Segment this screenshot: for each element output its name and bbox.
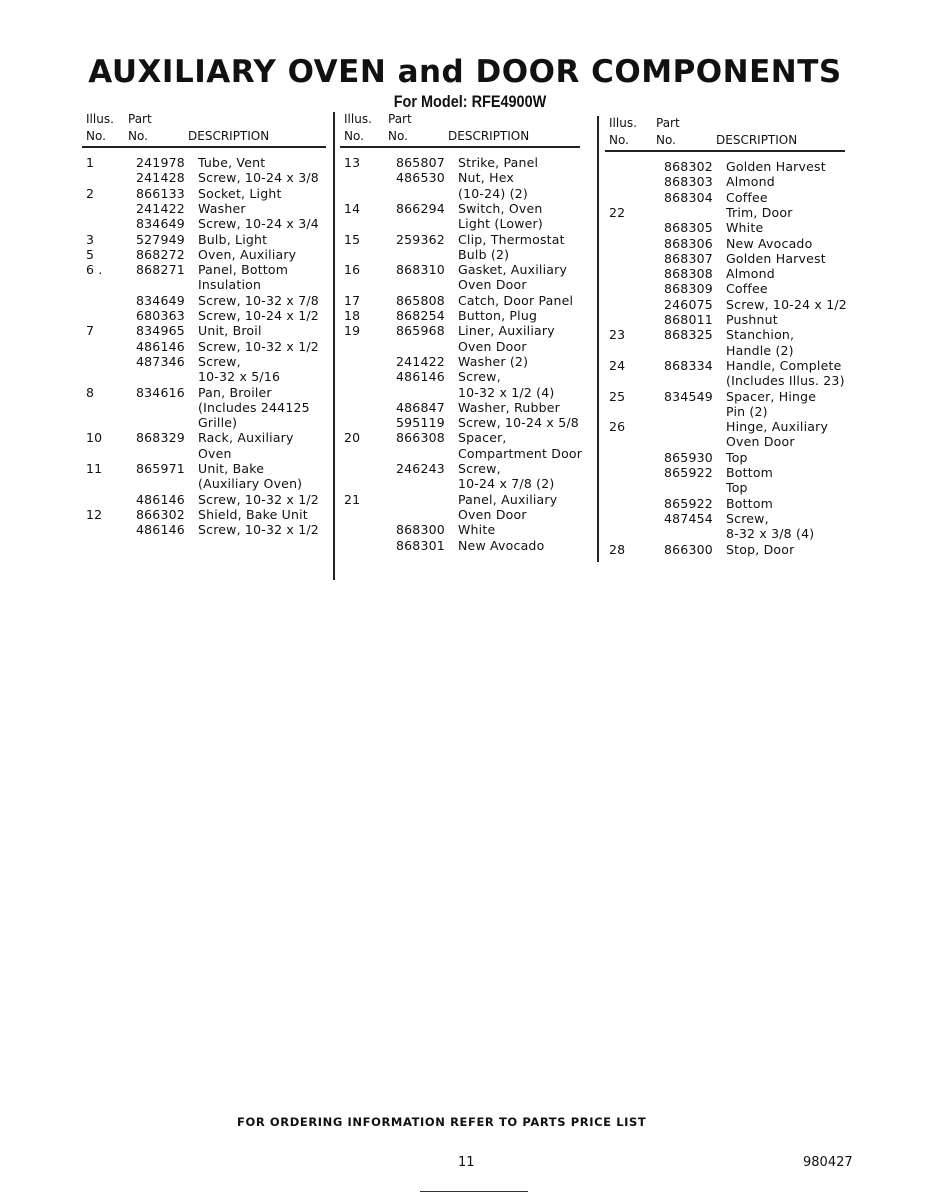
part-number: 486146 <box>396 369 445 385</box>
illus-number: 13 <box>344 155 361 170</box>
header-illus: Illus. <box>344 112 372 126</box>
part-description: Screw, <box>726 510 769 526</box>
part-description: Screw, 10-32 x 1/2 <box>198 338 319 354</box>
header-rule <box>340 146 580 148</box>
part-number: 866302 <box>136 506 185 522</box>
part-description: Stop, Door <box>726 541 795 557</box>
part-description: Screw, 10-32 x 7/8 <box>198 292 319 308</box>
model-subtitle: For Model: RFE4900W <box>393 92 547 111</box>
part-description: Almond <box>726 266 775 282</box>
part-description: Golden Harvest <box>726 159 826 174</box>
part-number: 868302 <box>664 159 713 174</box>
part-number: 486530 <box>396 170 445 186</box>
part-number: 868271 <box>136 262 185 278</box>
part-description: Hinge, Auxiliary <box>726 419 829 435</box>
part-number: 486146 <box>136 338 185 354</box>
part-number: 868309 <box>664 281 713 297</box>
part-number: 834649 <box>136 216 185 232</box>
part-number: 865808 <box>396 292 445 308</box>
part-number: 868272 <box>136 246 185 262</box>
illus-number: 7 <box>86 323 95 339</box>
part-description: Handle (2) <box>726 342 794 358</box>
part-number: 868307 <box>664 250 713 266</box>
part-description: Shield, Bake Unit <box>198 506 308 522</box>
part-description: Light (Lower) <box>458 216 543 232</box>
part-number: 868310 <box>396 262 445 278</box>
document-number: 980427 <box>803 1155 853 1170</box>
part-description: Coffee <box>726 189 768 205</box>
part-description: Oven Door <box>458 506 527 522</box>
part-description: Panel, Auxiliary <box>458 491 558 507</box>
part-number: 246075 <box>664 296 713 312</box>
part-number: 868011 <box>664 312 713 327</box>
illus-number: 17 <box>344 292 361 308</box>
part-number: 868301 <box>396 537 445 553</box>
part-number: 834616 <box>136 384 185 400</box>
illus-number: 5 <box>86 246 95 262</box>
illus-number: 12 <box>86 506 103 522</box>
part-description: Washer <box>198 200 246 216</box>
part-description: Button, Plug <box>458 308 538 323</box>
illus-number: 19 <box>344 323 361 339</box>
header-description: DESCRIPTION <box>716 133 798 147</box>
header-illus: Illus. <box>86 112 114 126</box>
part-number: 865922 <box>664 465 713 480</box>
part-description: (Includes Illus. 23) <box>726 373 845 389</box>
part-description: Tube, Vent <box>198 155 266 170</box>
header-illus-no: No. <box>86 129 106 143</box>
part-description: Screw, <box>458 369 501 385</box>
part-description: Screw, <box>458 461 501 476</box>
part-description: Handle, Complete <box>726 357 842 373</box>
header-part-no: No. <box>128 129 148 143</box>
page-title: AUXILIARY OVEN and DOOR COMPONENTS <box>88 54 842 90</box>
part-description: Unit, Bake <box>198 461 265 476</box>
part-description: Switch, Oven <box>458 200 543 216</box>
part-number: 241422 <box>396 353 445 369</box>
part-number: 486146 <box>136 491 185 507</box>
part-number: 259362 <box>396 231 445 247</box>
header-rule <box>605 150 845 152</box>
part-number: 866308 <box>396 430 445 446</box>
part-number: 865922 <box>664 495 713 511</box>
part-description: (Includes 244125 <box>198 399 310 415</box>
part-description: Pin (2) <box>726 403 768 419</box>
part-description: Liner, Auxiliary <box>458 323 555 339</box>
part-number: 866133 <box>136 185 185 201</box>
header-part: Part <box>128 112 152 126</box>
part-description: Top <box>726 449 748 465</box>
part-number: 865968 <box>396 323 445 339</box>
part-description: Pushnut <box>726 312 778 327</box>
part-number: 241978 <box>136 155 185 170</box>
illus-number: 2 <box>86 185 95 201</box>
illus-number: 26 <box>609 419 626 435</box>
part-number: 866294 <box>396 200 445 216</box>
header-illus: Illus. <box>609 116 637 130</box>
part-number: 595119 <box>396 415 445 431</box>
part-description: Coffee <box>726 281 768 297</box>
part-description: Strike, Panel <box>458 155 539 170</box>
header-part: Part <box>388 112 412 126</box>
column-divider <box>597 116 599 562</box>
header-part-no: No. <box>656 133 676 147</box>
part-number: 865971 <box>136 461 185 476</box>
part-description: Washer, Rubber <box>458 399 560 415</box>
part-description: Bottom <box>726 465 774 480</box>
part-number: 241428 <box>136 170 185 186</box>
illus-number: 22 <box>609 204 626 220</box>
part-description: Oven, Auxiliary <box>198 246 297 262</box>
part-number: 487346 <box>136 353 185 369</box>
part-description: Unit, Broil <box>198 323 262 339</box>
illus-number: 8 <box>86 384 95 400</box>
part-description: 10-32 x 1/2 (4) <box>458 384 555 400</box>
part-number: 868306 <box>664 235 713 251</box>
part-description: Screw, 10-24 x 3/8 <box>198 170 319 186</box>
header-part-no: No. <box>388 129 408 143</box>
part-number: 868300 <box>396 522 445 538</box>
part-description: New Avocado <box>726 235 813 251</box>
part-description: Rack, Auxiliary <box>198 430 294 446</box>
part-number: 865807 <box>396 155 445 170</box>
part-number: 487454 <box>664 510 713 526</box>
part-number: 868305 <box>664 220 713 236</box>
part-number: 866300 <box>664 541 713 557</box>
part-description: Oven <box>198 445 232 461</box>
part-description: Gasket, Auxiliary <box>458 262 568 278</box>
illus-number: 16 <box>344 262 361 278</box>
part-description: Insulation <box>198 277 262 293</box>
illus-number: 1 <box>86 155 95 170</box>
part-description: White <box>458 522 496 538</box>
part-description: Almond <box>726 174 775 190</box>
header-illus-no: No. <box>344 129 364 143</box>
part-number: 486146 <box>136 522 185 538</box>
part-number: 834965 <box>136 323 185 339</box>
part-description: Bulb (2) <box>458 246 510 262</box>
part-description: (Auxiliary Oven) <box>198 476 303 492</box>
part-description: Bottom <box>726 495 774 511</box>
illus-number: 24 <box>609 357 626 373</box>
part-description: Golden Harvest <box>726 250 826 266</box>
part-number: 486847 <box>396 399 445 415</box>
header-rule <box>82 146 326 148</box>
part-description: Washer (2) <box>458 353 529 369</box>
part-number: 868303 <box>664 174 713 190</box>
part-description: 10-24 x 7/8 (2) <box>458 476 555 492</box>
part-description: Oven Door <box>458 338 527 354</box>
part-description: Panel, Bottom <box>198 262 289 278</box>
part-description: Bulb, Light <box>198 231 268 247</box>
part-number: 868254 <box>396 308 445 323</box>
part-number: 680363 <box>136 308 185 323</box>
part-description: Screw, 10-32 x 1/2 <box>198 491 319 507</box>
header-part: Part <box>656 116 680 130</box>
part-description: Screw, 10-24 x 3/4 <box>198 216 319 232</box>
divider <box>420 1191 528 1192</box>
part-description: Spacer, Hinge <box>726 388 817 404</box>
part-number: 865930 <box>664 449 713 465</box>
part-description: Trim, Door <box>726 204 793 220</box>
header-description: DESCRIPTION <box>188 129 270 143</box>
part-number: 527949 <box>136 231 185 247</box>
part-description: Clip, Thermostat <box>458 231 565 247</box>
part-number: 834549 <box>664 388 713 404</box>
part-number: 241422 <box>136 200 185 216</box>
part-description: Screw, 10-24 x 1/2 <box>726 296 847 312</box>
illus-number: 15 <box>344 231 361 247</box>
part-description: Stanchion, <box>726 327 795 343</box>
illus-number: 23 <box>609 327 626 343</box>
part-number: 868325 <box>664 327 713 343</box>
part-description: Screw, <box>198 353 241 369</box>
part-description: 10-32 x 5/16 <box>198 369 281 385</box>
column-divider <box>333 112 335 580</box>
illus-number: 25 <box>609 388 626 404</box>
ordering-note: FOR ORDERING INFORMATION REFER TO PARTS PRICE LIST <box>237 1115 647 1129</box>
part-description: White <box>726 220 764 236</box>
part-description: Oven Door <box>726 434 795 450</box>
illus-number: 14 <box>344 200 361 216</box>
illus-number: 28 <box>609 541 626 557</box>
illus-number: 11 <box>86 461 103 476</box>
part-number: 246243 <box>396 461 445 476</box>
part-description: Oven Door <box>458 277 527 293</box>
part-number: 868334 <box>664 357 713 373</box>
part-description: Nut, Hex <box>458 170 514 186</box>
page-number: 11 <box>458 1155 475 1170</box>
part-description: Top <box>726 480 748 496</box>
illus-number: 10 <box>86 430 103 446</box>
part-description: Screw, 10-24 x 1/2 <box>198 308 319 323</box>
header-illus-no: No. <box>609 133 629 147</box>
part-number: 868329 <box>136 430 185 446</box>
part-description: Grille) <box>198 415 238 431</box>
illus-number: 18 <box>344 308 361 323</box>
illus-number: 3 <box>86 231 95 247</box>
part-description: Pan, Broiler <box>198 384 272 400</box>
illus-number: 20 <box>344 430 361 446</box>
part-description: (10-24) (2) <box>458 185 528 201</box>
illus-number: 21 <box>344 491 361 507</box>
part-description: Screw, 10-32 x 1/2 <box>198 522 319 538</box>
part-description: Spacer, <box>458 430 507 446</box>
part-description: Catch, Door Panel <box>458 292 574 308</box>
part-description: New Avocado <box>458 537 545 553</box>
part-number: 868308 <box>664 266 713 282</box>
illus-number: 6 . <box>86 262 103 278</box>
part-description: Screw, 10-24 x 5/8 <box>458 415 579 431</box>
part-number: 834649 <box>136 292 185 308</box>
part-description: Compartment Door <box>458 445 583 461</box>
part-description: 8-32 x 3/8 (4) <box>726 526 815 542</box>
part-description: Socket, Light <box>198 185 282 201</box>
header-description: DESCRIPTION <box>448 129 530 143</box>
part-number: 868304 <box>664 189 713 205</box>
